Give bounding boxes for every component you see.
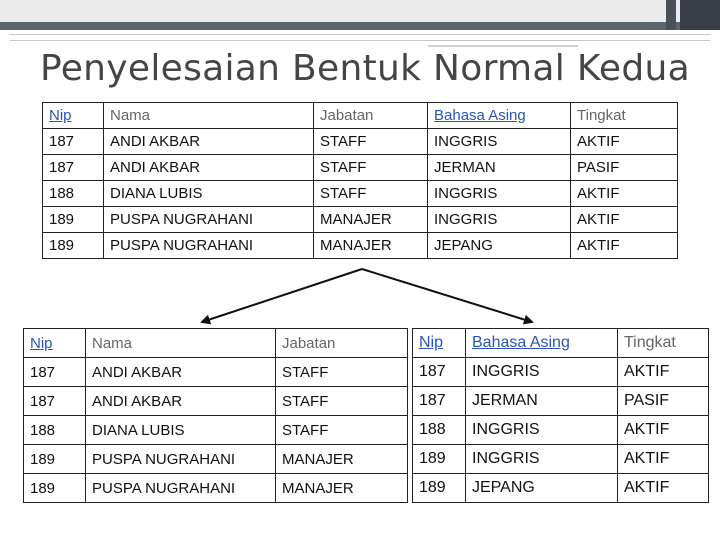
- cell-jabatan: MANAJER: [314, 233, 428, 259]
- header-nama: Nama: [86, 329, 276, 358]
- cell-tingkat: AKTIF: [571, 207, 678, 233]
- cell-tingkat: PASIF: [618, 387, 709, 416]
- cell-nama: PUSPA NUGRAHANI: [104, 207, 314, 233]
- cell-jabatan: STAFF: [314, 181, 428, 207]
- table-header-row: [413, 329, 709, 358]
- cell-nama: DIANA LUBIS: [104, 181, 314, 207]
- cell-nip: 189: [24, 445, 86, 474]
- header-tingkat: Tingkat: [571, 103, 678, 129]
- cell-bahasa-asing: JEPANG: [428, 233, 571, 259]
- table-row: [413, 445, 709, 474]
- table-row: [413, 416, 709, 445]
- cell-nip: 189: [43, 207, 104, 233]
- slide-title: Penyelesaian Bentuk Normal Kedua: [40, 48, 691, 89]
- table-pegawai: [23, 328, 408, 503]
- header-jabatan: Jabatan: [314, 103, 428, 129]
- cell-nip: 187: [413, 387, 466, 416]
- header-nama: Nama: [104, 103, 314, 129]
- cell-nama: ANDI AKBAR: [104, 129, 314, 155]
- cell-tingkat: AKTIF: [618, 474, 709, 503]
- cell-nip: 187: [413, 358, 466, 387]
- cell-jabatan: STAFF: [314, 129, 428, 155]
- cell-tingkat: AKTIF: [571, 233, 678, 259]
- cell-bahasa-asing: INGGRIS: [466, 358, 618, 387]
- cell-jabatan: MANAJER: [276, 474, 408, 503]
- cell-nip: 188: [24, 416, 86, 445]
- header-nip[interactable]: Nip: [24, 329, 86, 358]
- cell-nama: DIANA LUBIS: [86, 416, 276, 445]
- cell-nip: 189: [413, 445, 466, 474]
- table-row: [24, 445, 408, 474]
- table-header-row: [24, 329, 408, 358]
- cell-nip: 188: [43, 181, 104, 207]
- cell-nip: 187: [43, 155, 104, 181]
- cell-nama: ANDI AKBAR: [86, 387, 276, 416]
- cell-nip: 189: [43, 233, 104, 259]
- table-bahasa: [412, 328, 709, 503]
- cell-jabatan: MANAJER: [276, 445, 408, 474]
- cell-tingkat: AKTIF: [618, 358, 709, 387]
- header-bahasa-asing[interactable]: Bahasa Asing: [428, 103, 571, 129]
- cell-jabatan: STAFF: [276, 416, 408, 445]
- cell-tingkat: PASIF: [571, 155, 678, 181]
- cell-bahasa-asing: JEPANG: [466, 474, 618, 503]
- cell-nip: 187: [24, 387, 86, 416]
- cell-nip: 189: [413, 474, 466, 503]
- cell-nip: 189: [24, 474, 86, 503]
- cell-nama: ANDI AKBAR: [104, 155, 314, 181]
- header-nip[interactable]: Nip: [43, 103, 104, 129]
- arrow-left: [202, 269, 362, 322]
- arrow-right: [362, 269, 532, 322]
- cell-nama: PUSPA NUGRAHANI: [104, 233, 314, 259]
- cell-tingkat: AKTIF: [571, 181, 678, 207]
- table-row: [24, 358, 408, 387]
- table-row: [24, 416, 408, 445]
- cell-bahasa-asing: JERMAN: [466, 387, 618, 416]
- cell-bahasa-asing: INGGRIS: [428, 207, 571, 233]
- header-tingkat: Tingkat: [618, 329, 709, 358]
- cell-tingkat: AKTIF: [571, 129, 678, 155]
- cell-nama: ANDI AKBAR: [86, 358, 276, 387]
- cell-nip: 187: [43, 129, 104, 155]
- cell-nip: 187: [24, 358, 86, 387]
- cell-nama: PUSPA NUGRAHANI: [86, 474, 276, 503]
- cell-tingkat: AKTIF: [618, 445, 709, 474]
- table-row: [24, 387, 408, 416]
- header-jabatan: Jabatan: [276, 329, 408, 358]
- table-row: [413, 474, 709, 503]
- cell-bahasa-asing: INGGRIS: [466, 416, 618, 445]
- header-nip[interactable]: Nip: [413, 329, 466, 358]
- table-row: [413, 387, 709, 416]
- cell-jabatan: STAFF: [276, 387, 408, 416]
- cell-jabatan: MANAJER: [314, 207, 428, 233]
- cell-bahasa-asing: INGGRIS: [428, 181, 571, 207]
- cell-tingkat: AKTIF: [618, 416, 709, 445]
- cell-bahasa-asing: INGGRIS: [466, 445, 618, 474]
- cell-bahasa-asing: JERMAN: [428, 155, 571, 181]
- cell-bahasa-asing: INGGRIS: [428, 129, 571, 155]
- cell-nama: PUSPA NUGRAHANI: [86, 445, 276, 474]
- table-row: [413, 358, 709, 387]
- table-row: [24, 474, 408, 503]
- cell-nip: 188: [413, 416, 466, 445]
- header-bahasa-asing[interactable]: Bahasa Asing: [466, 329, 618, 358]
- cell-jabatan: STAFF: [314, 155, 428, 181]
- cell-jabatan: STAFF: [276, 358, 408, 387]
